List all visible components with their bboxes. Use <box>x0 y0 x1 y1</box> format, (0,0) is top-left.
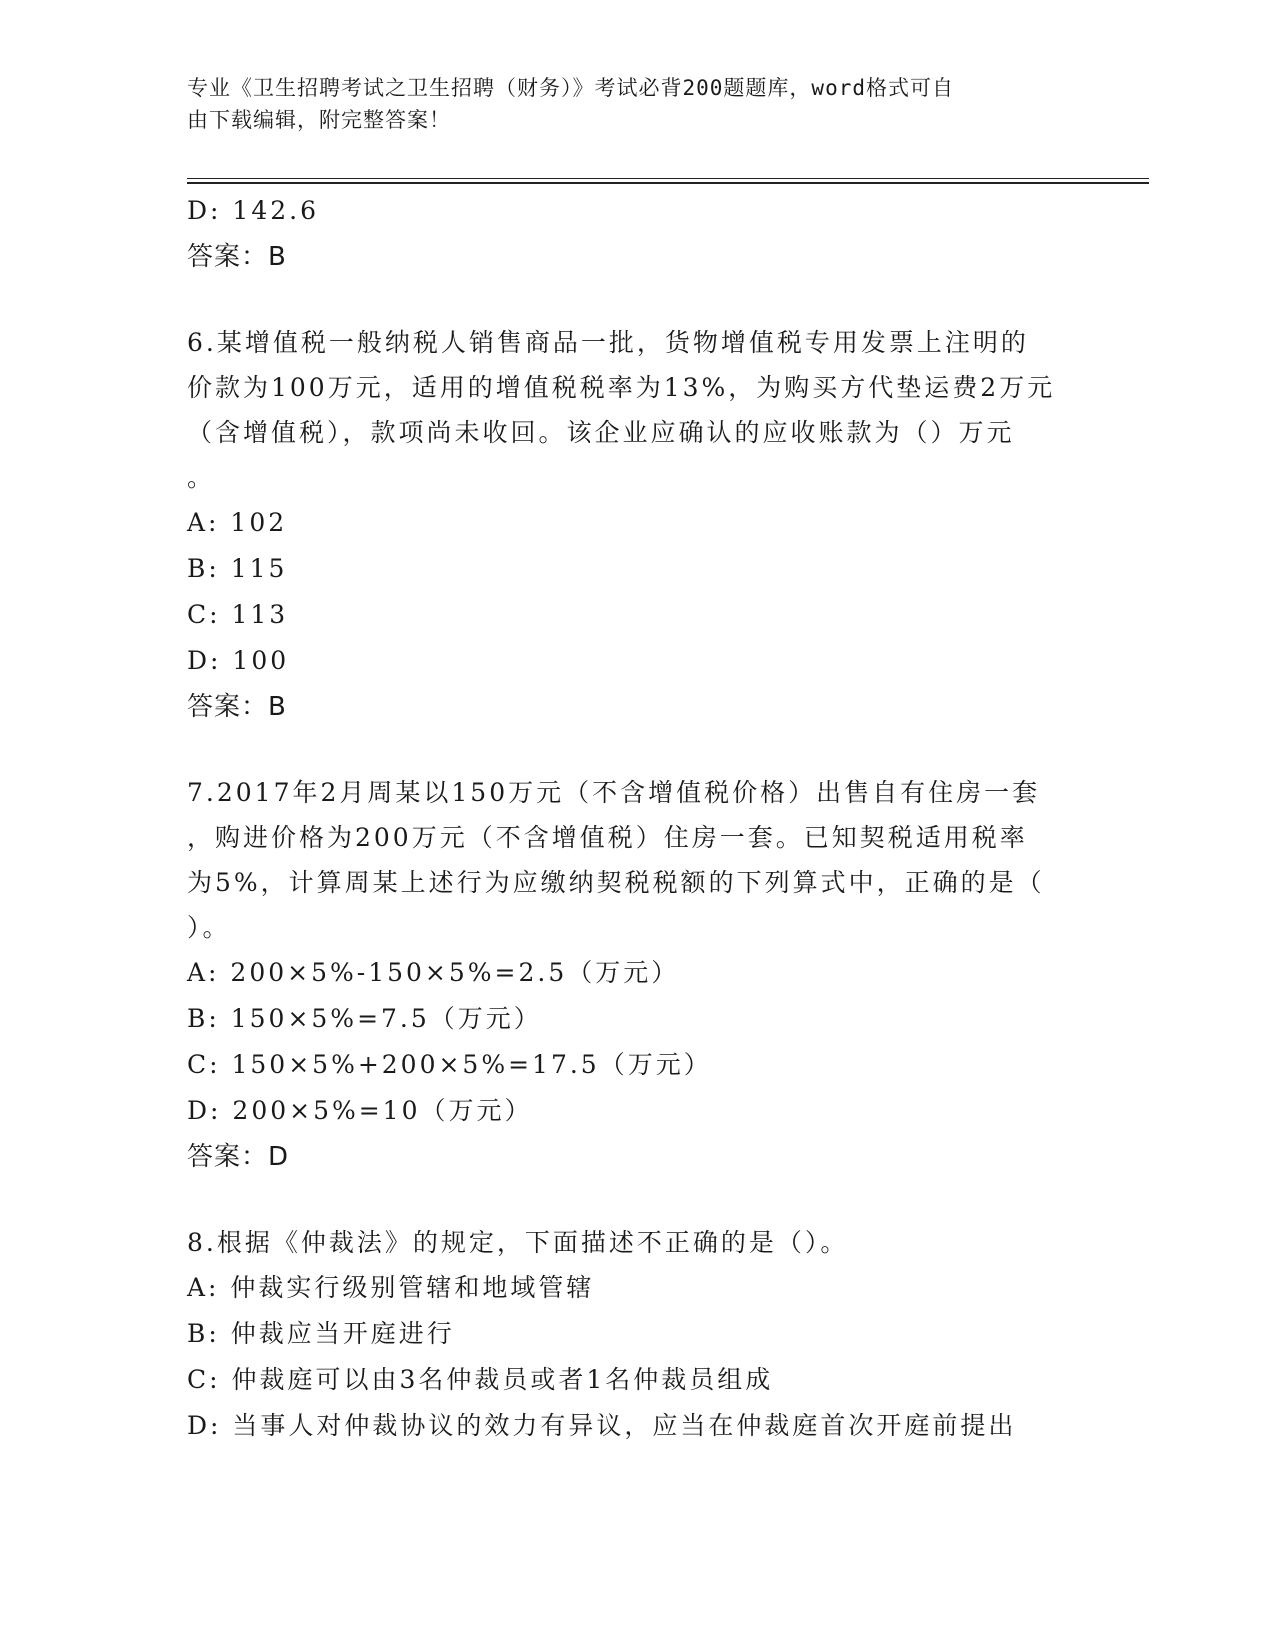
question-text-line: 8.根据《仲裁法》的规定，下面描述不正确的是（）。 <box>187 1228 849 1257</box>
question-8 <box>187 1220 1087 1449</box>
answer-line: 答案：B <box>187 242 287 272</box>
option-d: D: 100 <box>187 646 290 675</box>
option-b: B: 115 <box>187 554 288 583</box>
header-divider-thin <box>187 178 1149 179</box>
option-c: C: 113 <box>187 600 289 629</box>
question-text-line: 7.2017年2月周某以150万元（不含增值税价格）出售自有住房一套 <box>187 778 1041 807</box>
question-text-line: 价款为100万元，适用的增值税税率为13%，为购买方代垫运费2万元 <box>187 373 1056 402</box>
question-7 <box>187 770 1087 1180</box>
option-c: C: 150×5%+200×5%=17.5（万元） <box>187 1050 712 1079</box>
option-a: A: 102 <box>187 508 288 537</box>
option-a: A: 仲裁实行级别管辖和地域管辖 <box>187 1273 595 1302</box>
header-divider-thick <box>187 182 1149 184</box>
header-line-2: 由下载编辑，附完整答案！ <box>187 108 451 132</box>
option-b: B: 150×5%=7.5（万元） <box>187 1004 542 1033</box>
answer-line: 答案：B <box>187 692 287 722</box>
page-header <box>187 72 1067 136</box>
question-6 <box>187 320 1087 730</box>
question-text-line: 为5%，计算周某上述行为应缴纳契税税额的下列算式中，正确的是（ <box>187 868 1045 897</box>
question-text-line: 6.某增值税一般纳税人销售商品一批，货物增值税专用发票上注明的 <box>187 328 1029 357</box>
question-text-line: ，购进价格为200万元（不含增值税）住房一套。已知契税适用税率 <box>187 823 1028 852</box>
option-c: C: 仲裁庭可以由3名仲裁员或者1名仲裁员组成 <box>187 1365 774 1394</box>
question-text-line: 。 <box>187 463 216 492</box>
option-b: B: 仲裁应当开庭进行 <box>187 1319 455 1348</box>
option-a: A: 200×5%-150×5%=2.5（万元） <box>187 958 680 987</box>
option-d: D: 当事人对仲裁协议的效力有异议，应当在仲裁庭首次开庭前提出 <box>187 1411 1017 1440</box>
question-text-line: ）。 <box>187 913 231 942</box>
question-text-line: （含增值税），款项尚未收回。该企业应确认的应收账款为（）万元 <box>187 418 1015 447</box>
header-line-1: 专业《卫生招聘考试之卫生招聘（财务）》考试必背200题题库，word格式可自 <box>187 76 954 100</box>
answer-line: 答案：D <box>187 1142 290 1172</box>
option-d: D: 142.6 <box>187 196 319 225</box>
option-d: D: 200×5%=10（万元） <box>187 1096 533 1125</box>
document-body <box>187 188 1087 1449</box>
previous-question-tail <box>187 188 1087 280</box>
